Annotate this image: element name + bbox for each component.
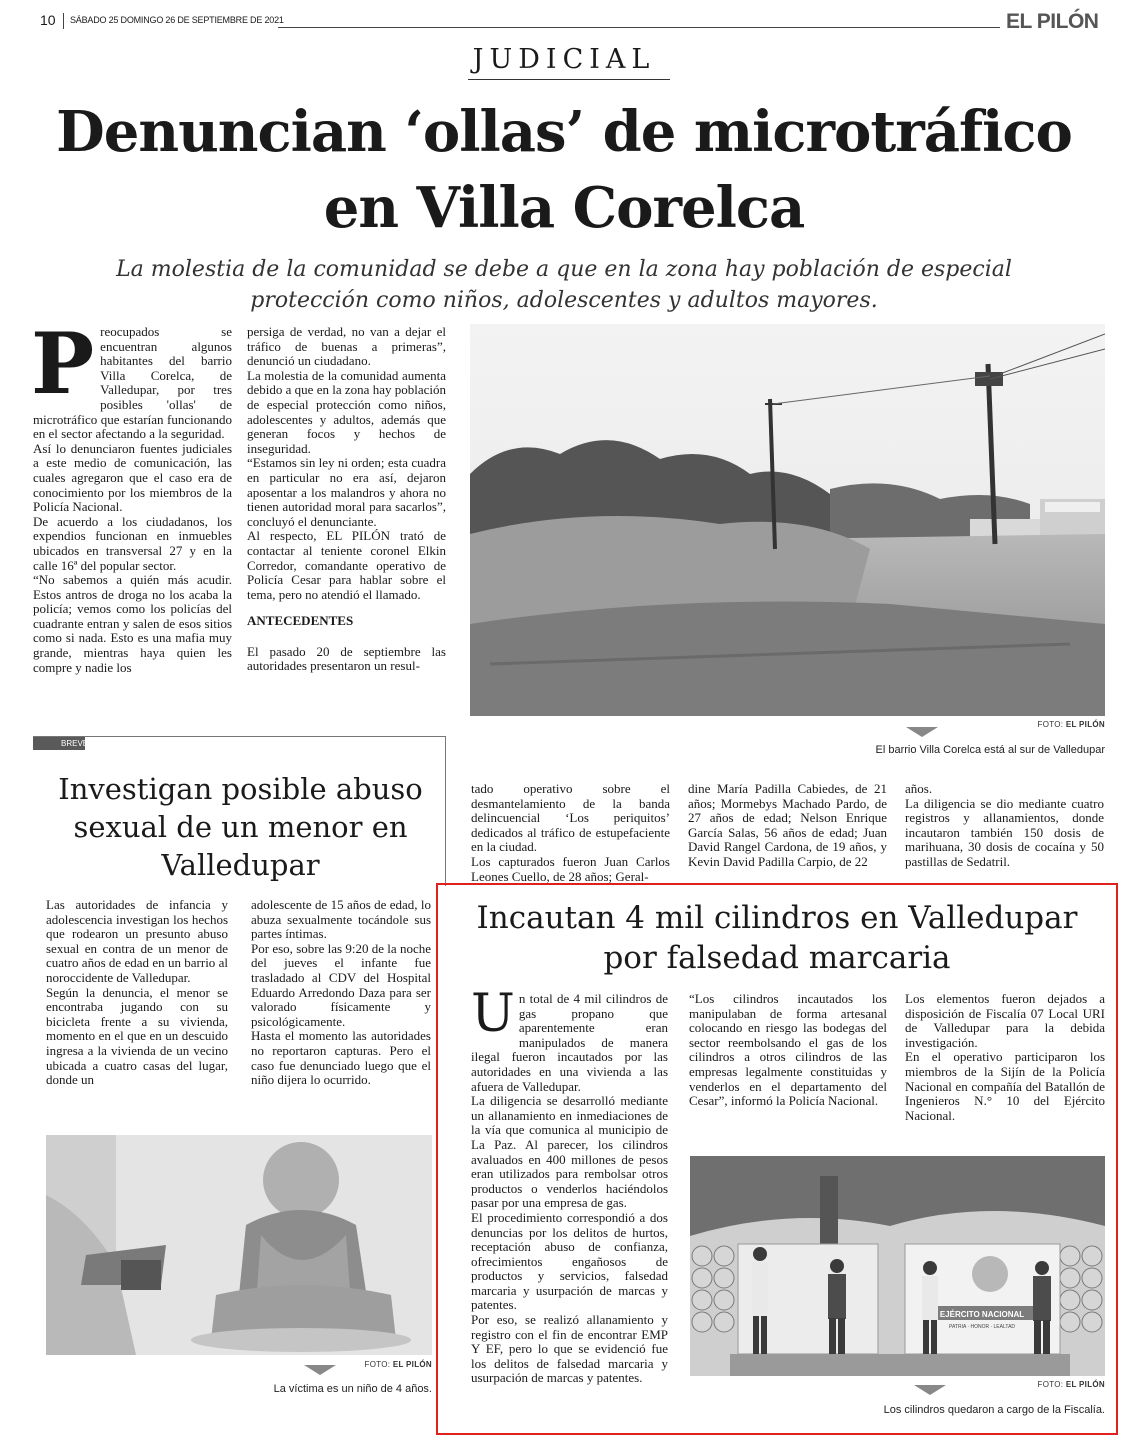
main-paragraph: persiga de verdad, no van a dejar el tráfico de buenas a primeras”, denunció un ciudadano.: [247, 324, 446, 369]
breve-paragraph: Hasta el momento las autoridades no reportaron capturas. Pero el caso fue denunciado luego que el niño dijera lo ocurrido.: [251, 1028, 431, 1088]
child-photo-illustration: [46, 1135, 432, 1355]
main-paragraph: De acuerdo a los ciudadanos, los expendios funcionan en inmuebles ubicados en transversal 27 y en la calle 16ª del popular sector.: [33, 513, 232, 573]
boxed-headline: [438, 898, 1116, 978]
breve-paragraph: Las autoridades de infancia y adolescencia investigan los hechos que rodearon un presunto abuso sexual en contra de un menor de cuatro años de edad en un barrio al noroccidente de Valledupar.: [46, 897, 228, 985]
villa-corelca-photo-illustration: [470, 324, 1105, 716]
breve-column-2: [251, 898, 431, 1088]
main-paragraph: El pasado 20 de septiembre las autoridades presentaron un resul-: [247, 643, 446, 674]
breve-paragraph: adolescente de 15 años de edad, lo abuza sexualmente tocándole sus partes íntimas.: [251, 897, 431, 942]
boxed-photo-credit: FOTO: EL PILÓN: [1037, 1380, 1105, 1389]
boxed-photo-caption-arrow-icon: [914, 1385, 946, 1395]
army-banner-text: EJÉRCITO NACIONAL: [939, 1310, 1025, 1319]
brand-logo: EL PILÓN: [1006, 10, 1099, 33]
main-deck-line2: protección como niños, adolescentes y adultos mayores.: [250, 288, 878, 313]
main-headline-line1: Denuncian ‘ollas’ de microtráfico: [56, 99, 1072, 165]
boxed-photo-caption: Los cilindros quedaron a cargo de la Fiscalía.: [883, 1404, 1105, 1416]
main-deck-line1: La molestia de la comunidad se debe a que en la zona hay población de especial: [116, 257, 1012, 282]
villa-corelca-photo: [470, 324, 1105, 716]
breve-photo-credit: FOTO: EL PILÓN: [364, 1360, 432, 1369]
cylinders-photo: [690, 1156, 1105, 1376]
section-label: JUDICIAL: [472, 44, 656, 75]
breve-paragraph: Por eso, sobre las 9:20 de la noche del jueves el infante fue trasladado al CDV del Hospital Eduardo Arredondo Daza para ser valorado físicamente y psicológicamente.: [251, 940, 431, 1029]
army-banner-subtext: PATRIA · HONOR · LEALTAD: [948, 1324, 1016, 1330]
boxed-paragraph: n total de 4 mil cilindros de gas propano que aparentemente eran manipulados de manera ilegal fueron incautados por las autoridades en una vivienda a las afuera de Valledupar.: [471, 991, 668, 1094]
breve-tag: BREVE: [33, 737, 85, 750]
main-paragraph: “No sabemos a quién más acudir. Estos antros de droga no los acaba la policía; vemos como los policías del cuadrante entran y salen de esos sitios como si nada. Esto es una mafia muy grande, mientras haya quien les compre y nadie los: [33, 572, 232, 675]
main-dropcap: P: [31, 314, 95, 413]
issue-date: SÁBADO 25 DOMINGO 26 DE SEPTIEMBRE DE 2021: [70, 15, 284, 25]
main-story-column-2: [247, 325, 446, 674]
boxed-column-1: [471, 984, 668, 1386]
section-underline: [468, 79, 670, 80]
main-photo-caption: El barrio Villa Corelca está al sur de Valledupar: [875, 744, 1105, 756]
breve-paragraph: Según la denuncia, el menor se encontraba jugando con su bicicleta frente a su vivienda, momento en el que en un descuido ingresa a la vivienda de un vecino ubicada a cuatro casas del lugar, donde un: [46, 984, 228, 1088]
breve-tag-bar: [33, 736, 446, 751]
main-story-continuation-1: tado operativo sobre el desmantelamiento de la banda delincuencial ‘Los periquitos’ dedicados al tráfico de estupefaciente en la ciudad. Los capturados fueron Juan Carlos Leones Cuello, de 28 años; Geral-: [471, 781, 670, 884]
boxed-dropcap: U: [471, 984, 515, 1044]
main-paragraph: “Estamos sin ley ni orden; esta cuadra en particular no era así, dejaron aposentar a los malandros y ahora no tienen autoridad moral para sacarlos”, concluyó el denunciante.: [247, 455, 446, 529]
boxed-headline-line2: por falsedad marcaria: [603, 940, 951, 976]
boxed-headline-line1: Incautan 4 mil cilindros en Valledupar: [476, 900, 1078, 936]
main-headline-line2: en Villa Corelca: [323, 175, 805, 241]
boxed-paragraph: El procedimiento correspondió a dos denuncias por los delitos de hurtos, receptación abuso de confianza, ofrecimientos engañosos de productos y servicios, falsedad marcaria y usurpación de marcas y patentes.: [471, 1209, 668, 1313]
cylinders-photo-illustration: [690, 1156, 1105, 1376]
breve-photo-caption: La víctima es un niño de 4 años.: [273, 1383, 432, 1395]
main-story-continuation-3: años. La diligencia se dio mediante cuatro registros y allanamientos, donde incautaron también 150 dosis de marihuana, 30 dosis de cocaína y 50 pastillas de Sedatril.: [905, 781, 1104, 869]
main-paragraph: Así lo denunciaron fuentes judiciales a este medio de comunicación, las cuales agregaron que el caso era de conocimiento por los miembros de la Policía Nacional.: [33, 440, 232, 515]
main-paragraph: La molestia de la comunidad aumenta debido a que en la zona hay población de especial protección como niños, adolescentes y adultos, además que generan focos y hechos de inseguridad.: [247, 367, 446, 456]
boxed-paragraph: La diligencia se desarrolló mediante un allanamiento en inmediaciones de la vía que comunica al municipio de La Paz. Al parecer, los cilindros avaluados en 400 millones de pesos eran utilizados para rembolsar otros productos o venderlos haciéndolos pasar por una empresa de gas.: [471, 1093, 668, 1211]
antecedentes-subhead: ANTECEDENTES: [247, 613, 354, 629]
boxed-column-3: [905, 992, 1105, 1123]
boxed-column-2: [689, 992, 887, 1109]
main-headline: [0, 94, 1128, 246]
main-story-column-1: [31, 314, 232, 675]
page-number: 10: [40, 12, 56, 28]
main-photo-caption-arrow-icon: [906, 727, 938, 737]
main-photo-credit: FOTO: EL PILÓN: [1037, 720, 1105, 729]
main-paragraph: reocupados se encuentran algunos habitantes del barrio Villa Corelca, de Valledupar, por tres posibles 'ollas' de microtráfico que estarían funcionando en el sector afectando a la seguridad.: [33, 324, 232, 442]
main-story-continuation-2: dine María Padilla Cabiedes, de 21 años; Mormebys Machado Pardo, de 27 años de edad; Nelson Enrique García Salas, 56 años de edad; Juan David Rangel Cardona, de 19 años, y Kevin David Padilla Carpio, de 22: [688, 781, 887, 869]
child-photo: [46, 1135, 432, 1355]
main-paragraph: Al respecto, EL PILÓN trató de contactar al teniente coronel Elkin Corredor, comandante operativo de Policía Cesar para hablar sobre el tema, pero no atendió el llamado.: [247, 528, 446, 602]
boxed-paragraph: Por eso, se realizó allanamiento y registro con el fin de encontrar EMP Y EF, pero lo que se evidenció fue los delitos de falsedad marcaria y usurpación de marcas y patentes.: [471, 1312, 668, 1386]
breve-headline: Investigan posible abuso sexual de un menor en Valledupar: [58, 772, 423, 882]
boxed-paragraph: Los elementos fueron dejados a disposición de Fiscalía 07 Local URI de Valledupar para la debida investigación.: [905, 991, 1105, 1050]
breve-column-1: [46, 898, 228, 1088]
boxed-paragraph: En el operativo participaron los miembros de la Sijín de la Policía Nacional en compañía del Batallón de Ingenieros N.° 10 del Ejército Nacional.: [905, 1049, 1105, 1123]
header-rule: [278, 27, 1000, 28]
main-deck: [0, 254, 1128, 316]
boxed-paragraph: “Los cilindros incautados los manipulaban de forma artesanal colocando en riesgo las bodegas del sector reembolsando el gas de los cilindros a otros cilindros de las empresas legalmente constituidas y venderlos en el departamento del Cesar”, informó la Policía Nacional.: [689, 991, 887, 1109]
breve-box-right-rule: [445, 736, 446, 886]
breve-photo-caption-arrow-icon: [304, 1365, 336, 1375]
header-separator: [63, 13, 64, 29]
